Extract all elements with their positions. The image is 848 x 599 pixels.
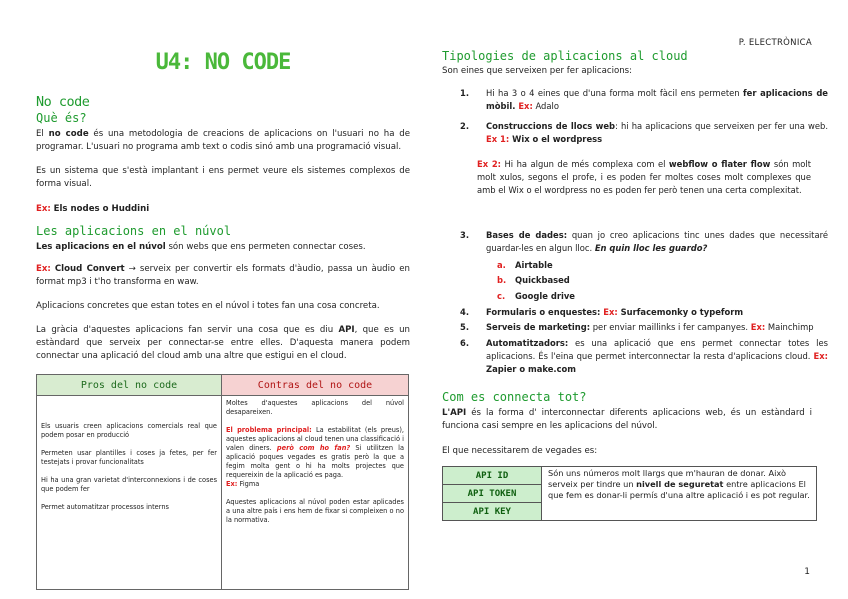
- list-item: 5. Serveis de marketing: per enviar maillinks i fer campanyes. Ex: Mainchimp: [460, 322, 814, 332]
- system-paragraph: Es un sistema que s'està implantant i ens permet veure els sistemes complexos de forma visual.: [36, 166, 410, 189]
- sub-item-google-drive: c. Google drive: [497, 291, 575, 301]
- que-es-heading: Què és?: [36, 111, 87, 125]
- pros-item: Permet automatitzar processos interns: [41, 503, 169, 511]
- contras-example: Ex: Figma: [226, 480, 260, 488]
- contras-item: Aquestes aplicacions al núvol poden estar aplicades a una altre país i ens hem de fixar si compleixen o no la normativa.: [226, 498, 404, 524]
- api-paragraph: La gràcia d'aquestes aplicacions fan servir una cosa que es diu API, que es un estàndard que serveix per connectar-se entre elles. D'aquesta manera podem connectar una aplicació del cloud amb una altre que estigui en el cloud.: [36, 325, 410, 361]
- sub-item-airtable: a. Airtable: [497, 260, 553, 270]
- api-definition: L'API és la forma d' interconnectar diferents aplicacions web, és un estàndard i funciona casi sempre en les aplicacions del núvol.: [442, 408, 812, 431]
- pros-item: Els usuaris creen aplicacions comercials real que podem posar en producció: [41, 422, 217, 439]
- contras-item: Moltes d'aquestes aplicacions del núvol desapareixen.: [226, 399, 404, 416]
- api-token-key: API TOKEN: [443, 485, 542, 503]
- api-key-key: API KEY: [443, 503, 542, 521]
- no-code-heading: No code: [36, 94, 90, 110]
- list-item: 2. Construccions de llocs web: hi ha aplicacions que serveixen per fer una web. Ex 1: Wix o el wordpress: [460, 121, 828, 144]
- api-table: [442, 466, 817, 521]
- main-title: U4: NO CODE: [155, 50, 291, 75]
- tipologies-intro: Son eines que serveixen per fer aplicacions:: [442, 66, 633, 76]
- list-item: 1. Hi ha 3 o 4 eines que d'una forma molt fàcil ens permeten fer aplicacions de mòbil. Ex: Adalo: [460, 88, 828, 111]
- list-item: 6. Automatitzadors: es una aplicació que ens permet connectar totes les aplicacions. És l'eina que permet interconnectar la resta d'aplicacions cloud. Ex: Zapier o make.com: [460, 338, 828, 374]
- ex2-webflow: Ex 2: Hi ha algun de més complexa com el webflow o flater flow són molt molt xulos, segons el profe, i es poden fer moltes coses molt complexes que amb el Wix o el wordpress no es poden fer però tenen una certa complexitat.: [477, 159, 812, 195]
- list-item: 4. Formularis o enquestes: Ex: Surfacemonky o typeform: [460, 307, 744, 317]
- api-description: Són uns números molt llargs que m'hauran de donar. Això serveix per tindre un nivell de seguretat entre aplicacions El que fem es donar-li permís d'una altre aplicació i es pot regular.: [542, 467, 817, 521]
- cloud-apps-paragraph: Les aplicacions en el núvol són webs que ens permeten connectar coses.: [36, 242, 366, 252]
- api-need: El que necessitarem de vegades es:: [442, 446, 598, 456]
- concrete-apps-paragraph: Aplicacions concretes que estan totes en el núvol i totes fan una cosa concreta.: [36, 301, 380, 311]
- pros-contras-table: [36, 374, 409, 590]
- api-id-key: API ID: [443, 467, 542, 485]
- sub-item-quickbased: b. Quickbased: [497, 275, 570, 285]
- pros-cell: [37, 396, 222, 590]
- contras-problem: El problema principal: La estabilitat (els preus), aquestes aplicacions al cloud tenen una classificació i valen diners. però com ho fan? Si utilitzen la aplicació poques vegades es gratis però la que a fegim molta gent o hi ha molts projectes que requereixin de la aplicació es paga.: [226, 426, 404, 479]
- connect-heading: Com es connecta tot?: [442, 390, 587, 404]
- intro-paragraph: El no code és una metodologia de creacions de aplicacions on l'usuari no ha de programar. L'usuari no programa amb text o codis sinó amb una programació visual.: [36, 129, 411, 152]
- tipologies-heading: Tipologies de aplicacions al cloud: [442, 49, 688, 63]
- page-header: P. ELECTRÒNICA: [738, 38, 812, 48]
- pros-item: Permeten usar plantilles i coses ja fetes, per fer testejats i provar funcionalitats: [41, 449, 217, 466]
- pros-header: Pros del no code: [37, 375, 222, 396]
- cloud-apps-heading: Les aplicacions en el núvol: [36, 224, 232, 238]
- list-item: 3. Bases de dades: quan jo creo aplicacions tinc unes dades que necessitaré guardar-les en algun lloc. En quin lloc les guardo?: [460, 230, 828, 253]
- page-number: 1: [804, 567, 810, 577]
- example-nodes: Ex: Els nodes o Huddini: [36, 204, 150, 214]
- pros-item: Hi ha una gran varietat d'interconnexions i de coses que podem fer: [41, 476, 217, 493]
- contras-cell: [222, 396, 409, 590]
- cloud-convert-example: Ex: Cloud Convert → serveix per convertir els formats d'àudio, passa un àudio en format mp3 i t'ho transforma en waw.: [36, 264, 411, 287]
- contras-header: Contras del no code: [222, 375, 409, 396]
